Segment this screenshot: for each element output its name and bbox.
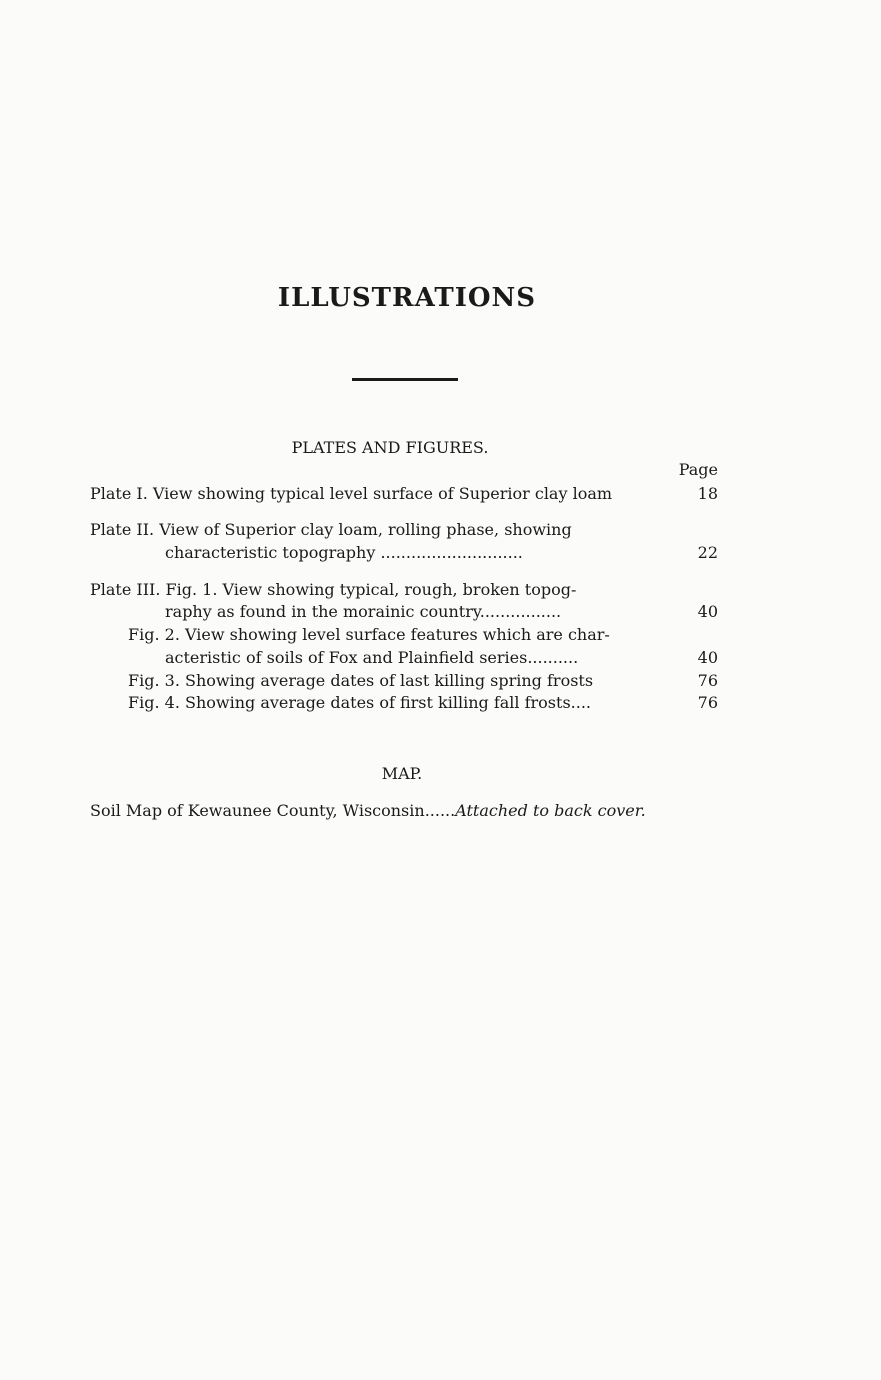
entry-plate-2-continued: characteristic topography ............................ bbox=[165, 543, 523, 562]
entry-plate-2: Plate II. View of Superior clay loam, rolling phase, showing bbox=[90, 520, 572, 539]
entry-fig-4: Fig. 4. Showing average dates of first killing fall frosts.... bbox=[128, 693, 591, 712]
entry-plate-1-page: 18 bbox=[697, 484, 718, 503]
entry-fig-4-page: 76 bbox=[697, 693, 718, 712]
entry-fig-2: Fig. 2. View showing level surface features which are char- bbox=[128, 625, 610, 644]
entry-plate-3-fig-1-page: 40 bbox=[697, 602, 718, 621]
entry-fig-2-page: 40 bbox=[697, 648, 718, 667]
title-divider bbox=[352, 378, 458, 381]
map-entry-text: Soil Map of Kewaunee County, Wisconsin...... bbox=[90, 801, 456, 820]
page-column-label: Page bbox=[678, 460, 718, 479]
map-entry bbox=[90, 801, 646, 821]
entry-fig-3-page: 76 bbox=[697, 671, 718, 690]
entry-plate-3-fig-1: Plate III. Fig. 1. View showing typical, rough, broken topog- bbox=[90, 580, 577, 599]
page-title: ILLUSTRATIONS bbox=[277, 283, 537, 313]
entry-plate-3-fig-1-continued: raphy as found in the morainic country................ bbox=[165, 602, 562, 621]
map-entry-location: Attached to back cover. bbox=[455, 801, 646, 820]
entry-fig-3: Fig. 3. Showing average dates of last killing spring frosts bbox=[128, 671, 594, 690]
map-heading: MAP. bbox=[381, 764, 423, 783]
entry-plate-2-page: 22 bbox=[697, 543, 718, 562]
entry-plate-1: Plate I. View showing typical level surface of Superior clay loam bbox=[90, 484, 613, 503]
entry-fig-2-continued: acteristic of soils of Fox and Plainfield series.......... bbox=[165, 648, 579, 667]
plates-heading: PLATES AND FIGURES. bbox=[291, 438, 489, 457]
